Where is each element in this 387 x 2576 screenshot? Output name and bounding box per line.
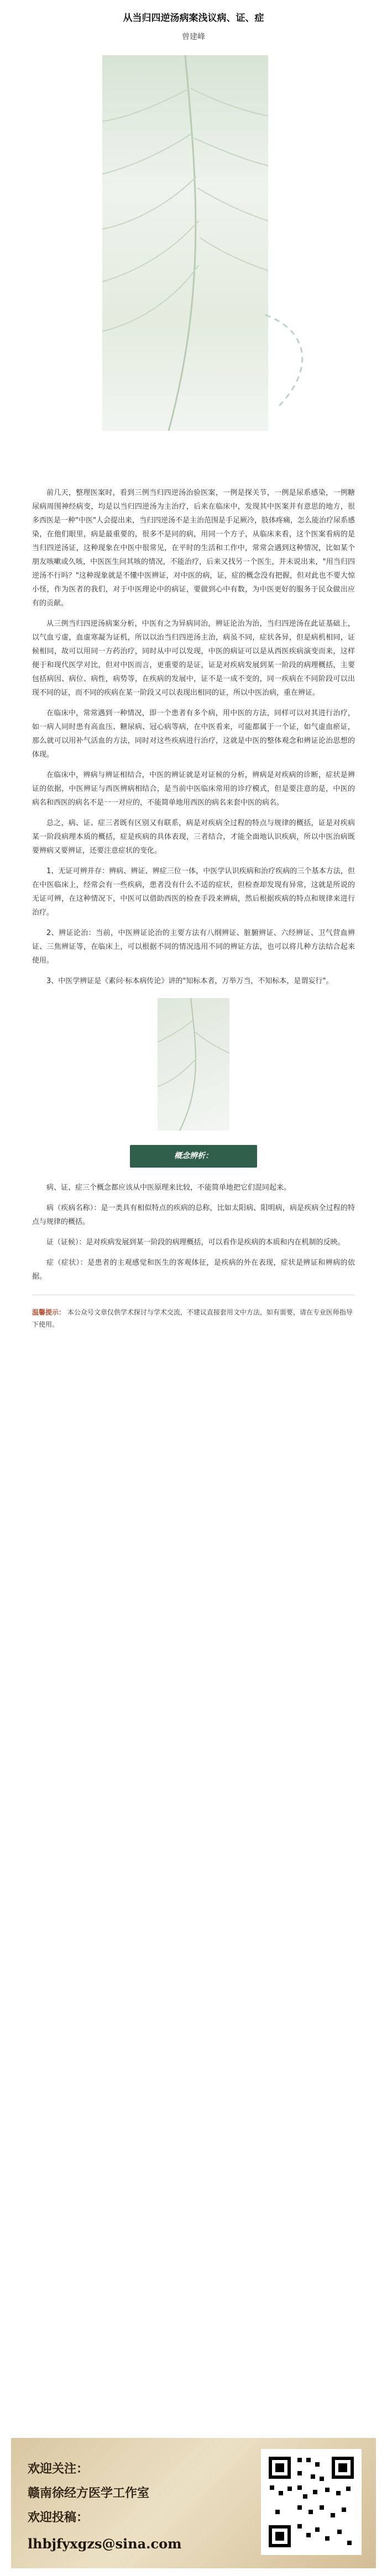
leaf-image bbox=[158, 998, 229, 1131]
paragraph: 3、中医学辨证是《素问·标本病传论》讲的"知标本者，万举万当，不知标本，是谓妄行"。 bbox=[46, 977, 333, 985]
paragraph: 前几天，整理医案时，看到三例当归四逆汤治验医案，一例是探关节，一例是尿系感染，一例糖尿病周围神经病变，均是以当归四逆汤为主治疗，后来在临床中，发现其中医案并有意思的地方，很多西医是一种"中医"人会提出来，当归四逆汤不是主治范围是手足厥冷，肢体疼痛，怎么能治疗尿系感染，在他们眼里，病是最重要的，很多不是同的病，用同一个方子，从临床来看，这个医案看病的是当归四逆汤证，这种现象在中医中很常见，在平时的生活和工作中，常常会遇到这种情况，比如某个朋友咳嗽或久咳，中医医生问其咳的情况，不能治疗，后来又找另一个医生，并未说出来，"用当归四逆汤不行吗？"这种现象就是不懂中医辨证，对中医的病，证，症的概念没有把握，但对此也不要大惊小怪，作为医者的我们，对于中医理论中的病证，要做到心中有数，为中医更好的服务于民众做出应有的贡献。 bbox=[32, 489, 355, 608]
paragraph: 病、证、症三个概念都应该从中医原理来比较，不能简单地把它们混同起来。 bbox=[46, 1184, 291, 1192]
disclaimer-note bbox=[0, 1306, 387, 1331]
footer-line-3: 欢迎投稿： bbox=[28, 2510, 89, 2525]
qr-code-icon[interactable] bbox=[264, 2452, 358, 2552]
article-author: 曾建峰 bbox=[182, 33, 205, 41]
footer-line-2: 赣南徐经方医学工作室 bbox=[28, 2486, 150, 2500]
dashed-curve-decoration bbox=[260, 309, 321, 414]
leaf-photo bbox=[102, 55, 268, 431]
paragraph: 证（证候）：是对疾病发展到某一阶段的病理概括，可以看作是疾病的本质和内在机制的反映。 bbox=[46, 1238, 345, 1247]
article-header bbox=[0, 0, 387, 486]
paragraph: 从三例当归四逆汤病案分析，中医有之为异病同治，辨证论治为治，当归四逆汤在此证基础上，以气血亏虚，血虚寒凝为证机，所以以治当归四逆汤主治，病虽不同，症状各异，但是病机相同，证候相同，故可以用同一方药治疗，同时从中可以发现，中医的病证可以是从西医疾病演变而来，这样便于和现代医学对比，但对中医而言，更重要的是证，证是对疾病发展到某一阶段的病理概括，主要包括病因、病位、病性，病势等，在疾病的发展中，证不是一成不变的，同一疾病在不同阶段可以出现不同的证，而不同的疾病在某一阶段又可以表现出相同的证，所以中医治病，重在辨证。 bbox=[32, 620, 355, 697]
note-label: 温馨提示： bbox=[32, 1308, 66, 1316]
footer-banner bbox=[11, 2438, 376, 2568]
paragraph: 1、无证可辨并存：辨病、辨证、辨症三位一体，中医学认识疾病和治疗疾病的三个基本方法，但在中医临床上，经常会有一些疾病，患者没有什么不适的症状，但检查却发现有异常，这就是所说的无证可辨，在这种情况下，中医可以借助西医的检查手段来辨病，然后根据疾病的特点和规律来进行治疗。 bbox=[32, 867, 355, 917]
paragraph: 症（症状）：是患者的主观感觉和医生的客观体征，是疾病的外在表现，症状是辨证和辨病的依据。 bbox=[32, 1259, 355, 1281]
footer-line-1: 欢迎关注： bbox=[28, 2462, 89, 2476]
paragraph: 在临床中，辨病与辨证相结合，中医的辨证就是对证候的分析，辨病是对疾病的诊断，症状是辨证的依据，中医辨证与西医辨病相结合，是当前中医临床常用的诊疗模式，但是要注意的是，中医的病名和西医的病名不是一一对应的，不能简单地用西医的病名来套中医的病名。 bbox=[32, 771, 355, 807]
paragraph: 2、辨证论治：当前，中医辨证论治的主要方法有八纲辨证、脏腑辨证、六经辨证、卫气营血辨证、三焦辨证等，在临床上，可以根据不同的情况选用不同的辨证方法，也可以将几种方法结合起来使用。 bbox=[32, 929, 355, 965]
article-body bbox=[0, 486, 387, 1284]
note-text: 本公众号文章仅供学术探讨与学术交流，不建议直接套用文中方法，如有需要，请在专业医师指导下使用。 bbox=[32, 1308, 353, 1328]
paragraph: 总之，病、证、症三者既有区别又有联系，病是对疾病全过程的特点与规律的概括，证是对疾病某一阶段病理本质的概括，症是疾病的具体表现，三者结合，才能全面地认识疾病，所以中医治病既要辨病又要辨证，还要注意症状的变化。 bbox=[32, 819, 355, 855]
article-title: 从当归四逆汤病案浅议病、证、症 bbox=[123, 13, 264, 24]
footer-email[interactable]: lhbjfyxgzs@sina.com bbox=[28, 2536, 182, 2552]
paragraph: 病（疾病名称）：是一类具有相似特点的疾病的总称，比如太阳病、阳明病，病是疾病全过程的特点与规律的概括。 bbox=[32, 1204, 355, 1226]
section-title: 概念辨析： bbox=[130, 1145, 257, 1168]
paragraph: 在临床中，常常遇到一种情况，即一个患者有多个病，用中医的方法，同样可以对其进行治疗，如一病人同时患有高血压、糖尿病、冠心病等病，在中医看来，可能都属于一个证，如气虚血瘀证，那么就可以用补气活血的方法，同时对这些疾病进行治疗，这就是中医的整体观念和辨证论治思想的体现。 bbox=[32, 709, 355, 759]
